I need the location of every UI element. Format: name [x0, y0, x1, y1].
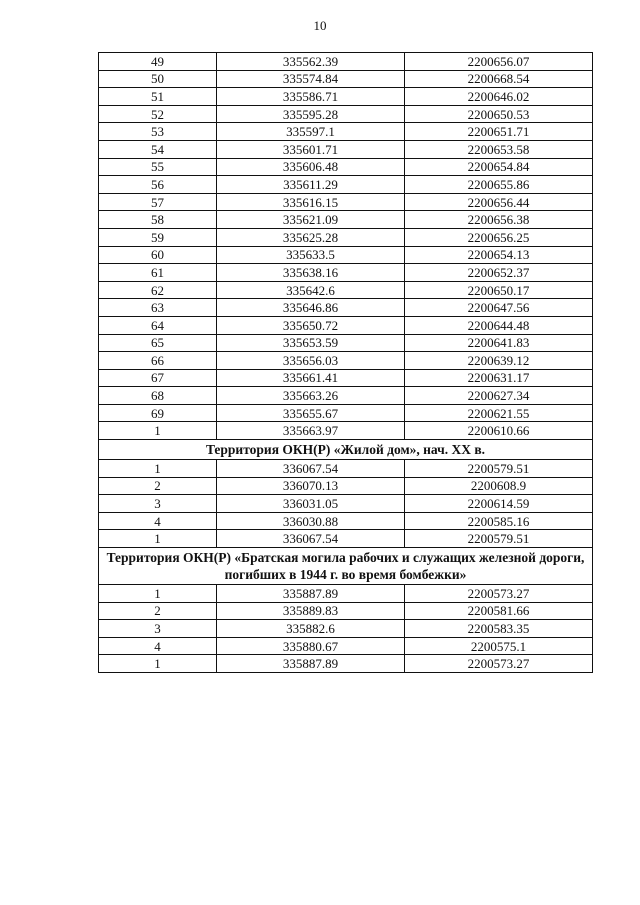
x-coordinate-cell: 335655.67 — [217, 404, 405, 422]
point-number-cell: 57 — [99, 193, 217, 211]
table-row — [99, 387, 593, 405]
point-number-cell: 2 — [99, 477, 217, 495]
y-coordinate-cell: 2200668.54 — [405, 70, 593, 88]
coordinates-table — [98, 52, 593, 673]
y-coordinate-cell: 2200627.34 — [405, 387, 593, 405]
point-number-cell: 63 — [99, 299, 217, 317]
table-row — [99, 352, 593, 370]
y-coordinate-cell: 2200656.38 — [405, 211, 593, 229]
y-coordinate-cell: 2200644.48 — [405, 316, 593, 334]
table-row — [99, 530, 593, 548]
y-coordinate-cell: 2200614.59 — [405, 495, 593, 513]
table-row — [99, 316, 593, 334]
y-coordinate-cell: 2200641.83 — [405, 334, 593, 352]
table-row — [99, 477, 593, 495]
section-heading: Территория ОКН(Р) «Братская могила рабочих и служащих железной дороги, погибших в 1944 г. во время бомбежки» — [99, 548, 593, 585]
x-coordinate-cell: 335611.29 — [217, 176, 405, 194]
table-row — [99, 460, 593, 478]
x-coordinate-cell: 335638.16 — [217, 264, 405, 282]
table-row — [99, 637, 593, 655]
x-coordinate-cell: 335606.48 — [217, 158, 405, 176]
point-number-cell: 58 — [99, 211, 217, 229]
x-coordinate-cell: 335887.89 — [217, 655, 405, 673]
point-number-cell: 51 — [99, 88, 217, 106]
point-number-cell: 68 — [99, 387, 217, 405]
x-coordinate-cell: 335650.72 — [217, 316, 405, 334]
x-coordinate-cell: 335646.86 — [217, 299, 405, 317]
x-coordinate-cell: 336030.88 — [217, 512, 405, 530]
y-coordinate-cell: 2200621.55 — [405, 404, 593, 422]
point-number-cell: 60 — [99, 246, 217, 264]
table-row — [99, 334, 593, 352]
x-coordinate-cell: 335597.1 — [217, 123, 405, 141]
table-row — [99, 70, 593, 88]
x-coordinate-cell: 335562.39 — [217, 53, 405, 71]
y-coordinate-cell: 2200653.58 — [405, 140, 593, 158]
point-number-cell: 55 — [99, 158, 217, 176]
point-number-cell: 56 — [99, 176, 217, 194]
x-coordinate-cell: 335625.28 — [217, 228, 405, 246]
y-coordinate-cell: 2200639.12 — [405, 352, 593, 370]
y-coordinate-cell: 2200656.44 — [405, 193, 593, 211]
point-number-cell: 1 — [99, 655, 217, 673]
point-number-cell: 67 — [99, 369, 217, 387]
table-row — [99, 140, 593, 158]
table-row — [99, 404, 593, 422]
table-row — [99, 228, 593, 246]
y-coordinate-cell: 2200579.51 — [405, 530, 593, 548]
point-number-cell: 1 — [99, 530, 217, 548]
y-coordinate-cell: 2200656.25 — [405, 228, 593, 246]
table-row — [99, 422, 593, 440]
point-number-cell: 3 — [99, 495, 217, 513]
table-row — [99, 211, 593, 229]
point-number-cell: 1 — [99, 585, 217, 603]
table-row — [99, 585, 593, 603]
table-row — [99, 281, 593, 299]
section-heading-row — [99, 440, 593, 460]
y-coordinate-cell: 2200650.53 — [405, 105, 593, 123]
point-number-cell: 61 — [99, 264, 217, 282]
y-coordinate-cell: 2200651.71 — [405, 123, 593, 141]
x-coordinate-cell: 335653.59 — [217, 334, 405, 352]
point-number-cell: 1 — [99, 460, 217, 478]
y-coordinate-cell: 2200652.37 — [405, 264, 593, 282]
y-coordinate-cell: 2200585.16 — [405, 512, 593, 530]
point-number-cell: 2 — [99, 602, 217, 620]
x-coordinate-cell: 336031.05 — [217, 495, 405, 513]
point-number-cell: 52 — [99, 105, 217, 123]
y-coordinate-cell: 2200573.27 — [405, 585, 593, 603]
y-coordinate-cell: 2200579.51 — [405, 460, 593, 478]
table-row — [99, 264, 593, 282]
y-coordinate-cell: 2200610.66 — [405, 422, 593, 440]
y-coordinate-cell: 2200573.27 — [405, 655, 593, 673]
y-coordinate-cell: 2200608.9 — [405, 477, 593, 495]
point-number-cell: 1 — [99, 422, 217, 440]
point-number-cell: 59 — [99, 228, 217, 246]
y-coordinate-cell: 2200646.02 — [405, 88, 593, 106]
x-coordinate-cell: 335882.6 — [217, 620, 405, 638]
x-coordinate-cell: 335880.67 — [217, 637, 405, 655]
coordinates-table-body — [99, 53, 593, 673]
table-row — [99, 495, 593, 513]
point-number-cell: 65 — [99, 334, 217, 352]
table-row — [99, 193, 593, 211]
point-number-cell: 50 — [99, 70, 217, 88]
y-coordinate-cell: 2200656.07 — [405, 53, 593, 71]
x-coordinate-cell: 335656.03 — [217, 352, 405, 370]
x-coordinate-cell: 335887.89 — [217, 585, 405, 603]
point-number-cell: 4 — [99, 512, 217, 530]
x-coordinate-cell: 335663.97 — [217, 422, 405, 440]
point-number-cell: 4 — [99, 637, 217, 655]
y-coordinate-cell: 2200575.1 — [405, 637, 593, 655]
x-coordinate-cell: 335889.83 — [217, 602, 405, 620]
x-coordinate-cell: 335633.5 — [217, 246, 405, 264]
y-coordinate-cell: 2200654.13 — [405, 246, 593, 264]
point-number-cell: 54 — [99, 140, 217, 158]
x-coordinate-cell: 335621.09 — [217, 211, 405, 229]
table-row — [99, 123, 593, 141]
x-coordinate-cell: 336067.54 — [217, 460, 405, 478]
table-row — [99, 602, 593, 620]
table-row — [99, 158, 593, 176]
x-coordinate-cell: 335574.84 — [217, 70, 405, 88]
x-coordinate-cell: 335595.28 — [217, 105, 405, 123]
table-row — [99, 655, 593, 673]
y-coordinate-cell: 2200655.86 — [405, 176, 593, 194]
y-coordinate-cell: 2200647.56 — [405, 299, 593, 317]
x-coordinate-cell: 336067.54 — [217, 530, 405, 548]
page-number: 10 — [313, 18, 327, 33]
point-number-cell: 49 — [99, 53, 217, 71]
x-coordinate-cell: 335601.71 — [217, 140, 405, 158]
x-coordinate-cell: 335642.6 — [217, 281, 405, 299]
table-row — [99, 246, 593, 264]
table-row — [99, 299, 593, 317]
x-coordinate-cell: 335616.15 — [217, 193, 405, 211]
y-coordinate-cell: 2200583.35 — [405, 620, 593, 638]
x-coordinate-cell: 335661.41 — [217, 369, 405, 387]
y-coordinate-cell: 2200581.66 — [405, 602, 593, 620]
point-number-cell: 53 — [99, 123, 217, 141]
table-row — [99, 88, 593, 106]
table-row — [99, 512, 593, 530]
point-number-cell: 69 — [99, 404, 217, 422]
x-coordinate-cell: 335586.71 — [217, 88, 405, 106]
table-row — [99, 369, 593, 387]
table-row — [99, 53, 593, 71]
x-coordinate-cell: 335663.26 — [217, 387, 405, 405]
y-coordinate-cell: 2200631.17 — [405, 369, 593, 387]
y-coordinate-cell: 2200654.84 — [405, 158, 593, 176]
table-row — [99, 176, 593, 194]
x-coordinate-cell: 336070.13 — [217, 477, 405, 495]
point-number-cell: 3 — [99, 620, 217, 638]
y-coordinate-cell: 2200650.17 — [405, 281, 593, 299]
section-heading: Территория ОКН(Р) «Жилой дом», нач. XX в. — [99, 440, 593, 460]
section-heading-row — [99, 548, 593, 585]
point-number-cell: 62 — [99, 281, 217, 299]
point-number-cell: 66 — [99, 352, 217, 370]
table-row — [99, 105, 593, 123]
point-number-cell: 64 — [99, 316, 217, 334]
table-row — [99, 620, 593, 638]
